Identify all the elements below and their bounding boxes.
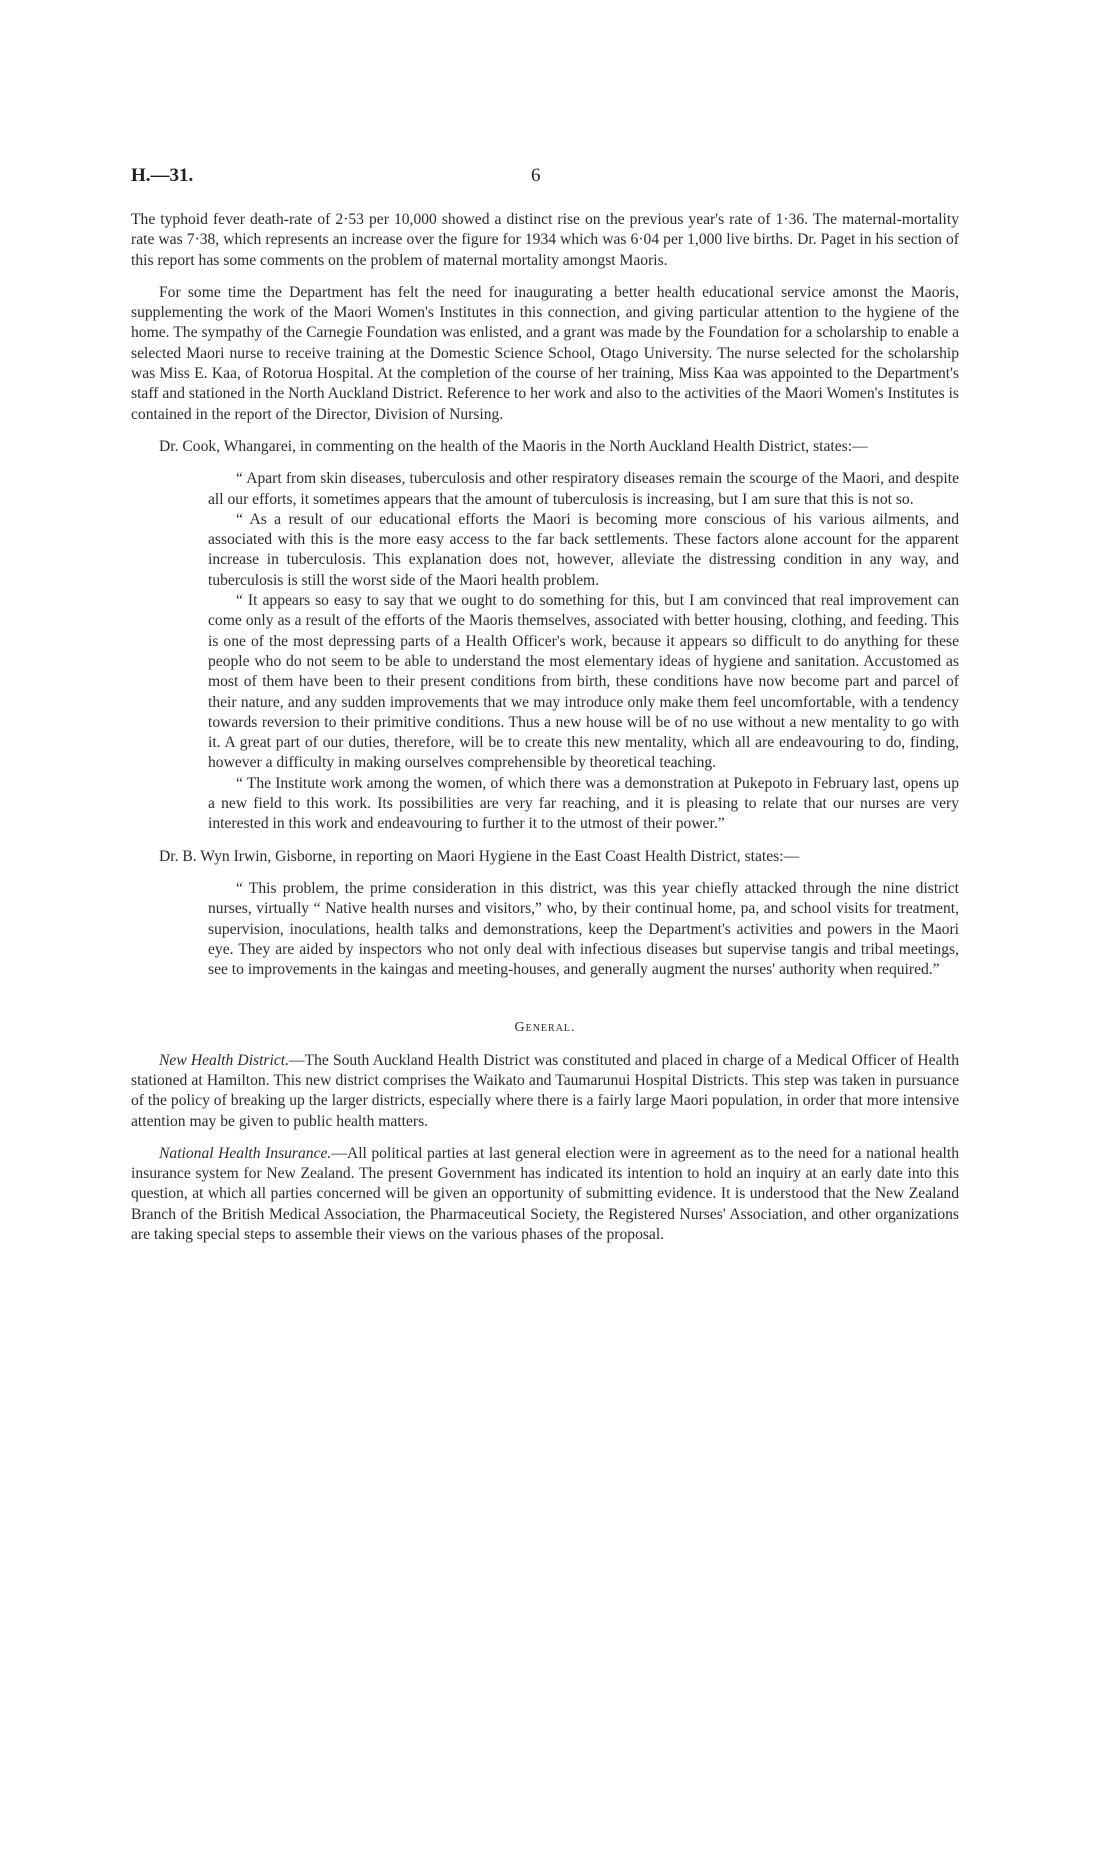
subheading: New Health District. <box>159 1051 289 1069</box>
quote-dr-irwin <box>208 879 959 980</box>
subheading: National Health Insurance. <box>159 1144 332 1162</box>
quote-paragraph: “ Apart from skin diseases, tuberculosis and other respiratory diseases remain the scourge of the Maori, and despite all our efforts, it sometimes appears that the amount of tuberculosis is increasing, but I am sure that this is not so. <box>208 470 959 508</box>
paragraph-text: —All political parties at last general election were in agreement as to the need for a national health insurance system for New Zealand. The present Government has indicated its intention to hold an inquiry at an early date into this question, at which all parties concerned will be given an opportunity of submitting evidence. It is understood that the New Zealand Branch of the British Medical Association, the Pharmaceutical Society, the Registered Nurses' Association, and other organizations are taking special steps to assemble their views on the various phases of the proposal. <box>131 1144 959 1244</box>
quote-paragraph: “ It appears so easy to say that we ought to do something for this, but I am convinced that real improvement can come only as a result of the efforts of the Maoris themselves, associated with better housing, clothing, and feeding. This is one of the most depressing parts of a Health Officer's work, because it appears so difficult to do anything for these people who do not seem to be able to understand the most elementary ideas of hygiene and sanitation. Accustomed as most of them have been to their present conditions from birth, these conditions have now become part and parcel of their nature, and any sudden improvements that we may introduce only make them feel uncomfortable, with a tendency towards reversion to their primitive conditions. Thus a new house will be of no use without a new mentality to go with it. A great part of our duties, therefore, will be to create this new mentality, which all are endeavouring to do, finding, however a difficulty in making ourselves comprehensible by theoretical teaching. <box>208 592 959 772</box>
page-number: 6 <box>531 165 541 186</box>
quote-paragraph: “ As a result of our educational efforts the Maori is becoming more conscious of his various ailments, and associated with this is the more easy access to the far back settlements. These factors alone account for the apparent increase in tuberculosis. This explanation does not, however, alleviate the distressing condition in any way, and tuberculosis is still the worst side of the Maori health problem. <box>208 510 959 589</box>
quote-paragraph: “ This problem, the prime consideration in this district, was this year chiefly attacked through the nine district nurses, virtually “ Native health nurses and visitors,” who, by their continual home, pa, and school visits for treatment, supervision, inoculations, health talks and demonstrations, keep the Department's activities and powers in the Maori eye. They are aided by inspectors who not only deal with infectious diseases but supervise tangis and tribal meetings, see to improvements in the kaingas and meeting-houses, and generally augment the nurses' authority when required.” <box>208 879 959 979</box>
paragraph-text: —The South Auckland Health District was constituted and placed in charge of a Medical Officer of Health stationed at Hamilton. This new district comprises the Waikato and Taumarunui Hospital Districts. This step was taken in pursuance of the policy of breaking up the larger districts, especially where there is a fairly large Maori population, in order that more intensive attention may be given to public health matters. <box>131 1051 959 1130</box>
paragraph-typhoid: The typhoid fever death-rate of 2·53 per 10,000 showed a distinct rise on the previous year's rate of 1·36. The maternal-mortality rate was 7·38, which represents an increase over the figure for 1934 which was 6·04 per 1,000 live births. Dr. Paget in his section of this report has some comments on the problem of maternal mortality amongst Maoris. <box>131 211 959 269</box>
quote-dr-cook <box>208 469 959 834</box>
paragraph-dr-cook-intro: Dr. Cook, Whangarei, in commenting on the health of the Maoris in the North Auckland Health District, states:— <box>159 437 868 455</box>
page-header <box>131 165 971 195</box>
document-reference: H.—31. <box>131 165 194 186</box>
paragraph-new-health-district <box>131 1051 959 1132</box>
section-heading-general: General. <box>514 1020 576 1036</box>
paragraph-dr-irwin-intro: Dr. B. Wyn Irwin, Gisborne, in reporting on Maori Hygiene in the East Coast Health District, states:— <box>159 847 800 865</box>
paragraph-health-education: For some time the Department has felt the need for inaugurating a better health educational service amonst the Maoris, supplementing the work of the Maori Women's Institutes in this connection, and giving particular attention to the hygiene of the home. The sympathy of the Carnegie Foundation was enlisted, and a grant was made by the Foundation for a scholarship to enable a selected Maori nurse to receive training at the Domestic Science School, Otago University. The nurse selected for the scholarship was Miss E. Kaa, of Rotorua Hospital. At the completion of the course of her training, Miss Kaa was appointed to the Department's staff and stationed in the North Auckland District. Reference to her work and also to the activities of the Maori Women's Institutes is contained in the report of the Director, Division of Nursing. <box>131 283 959 423</box>
paragraph-national-health-insurance <box>131 1144 959 1245</box>
quote-paragraph: “ The Institute work among the women, of which there was a demonstration at Pukepoto in February last, opens up a new field to this work. Its possibilities are very far reaching, and it is pleasing to relate that our nurses are very interested in this work and endeavouring to further it to the utmost of their power.” <box>208 774 959 833</box>
document-body <box>131 210 959 1245</box>
